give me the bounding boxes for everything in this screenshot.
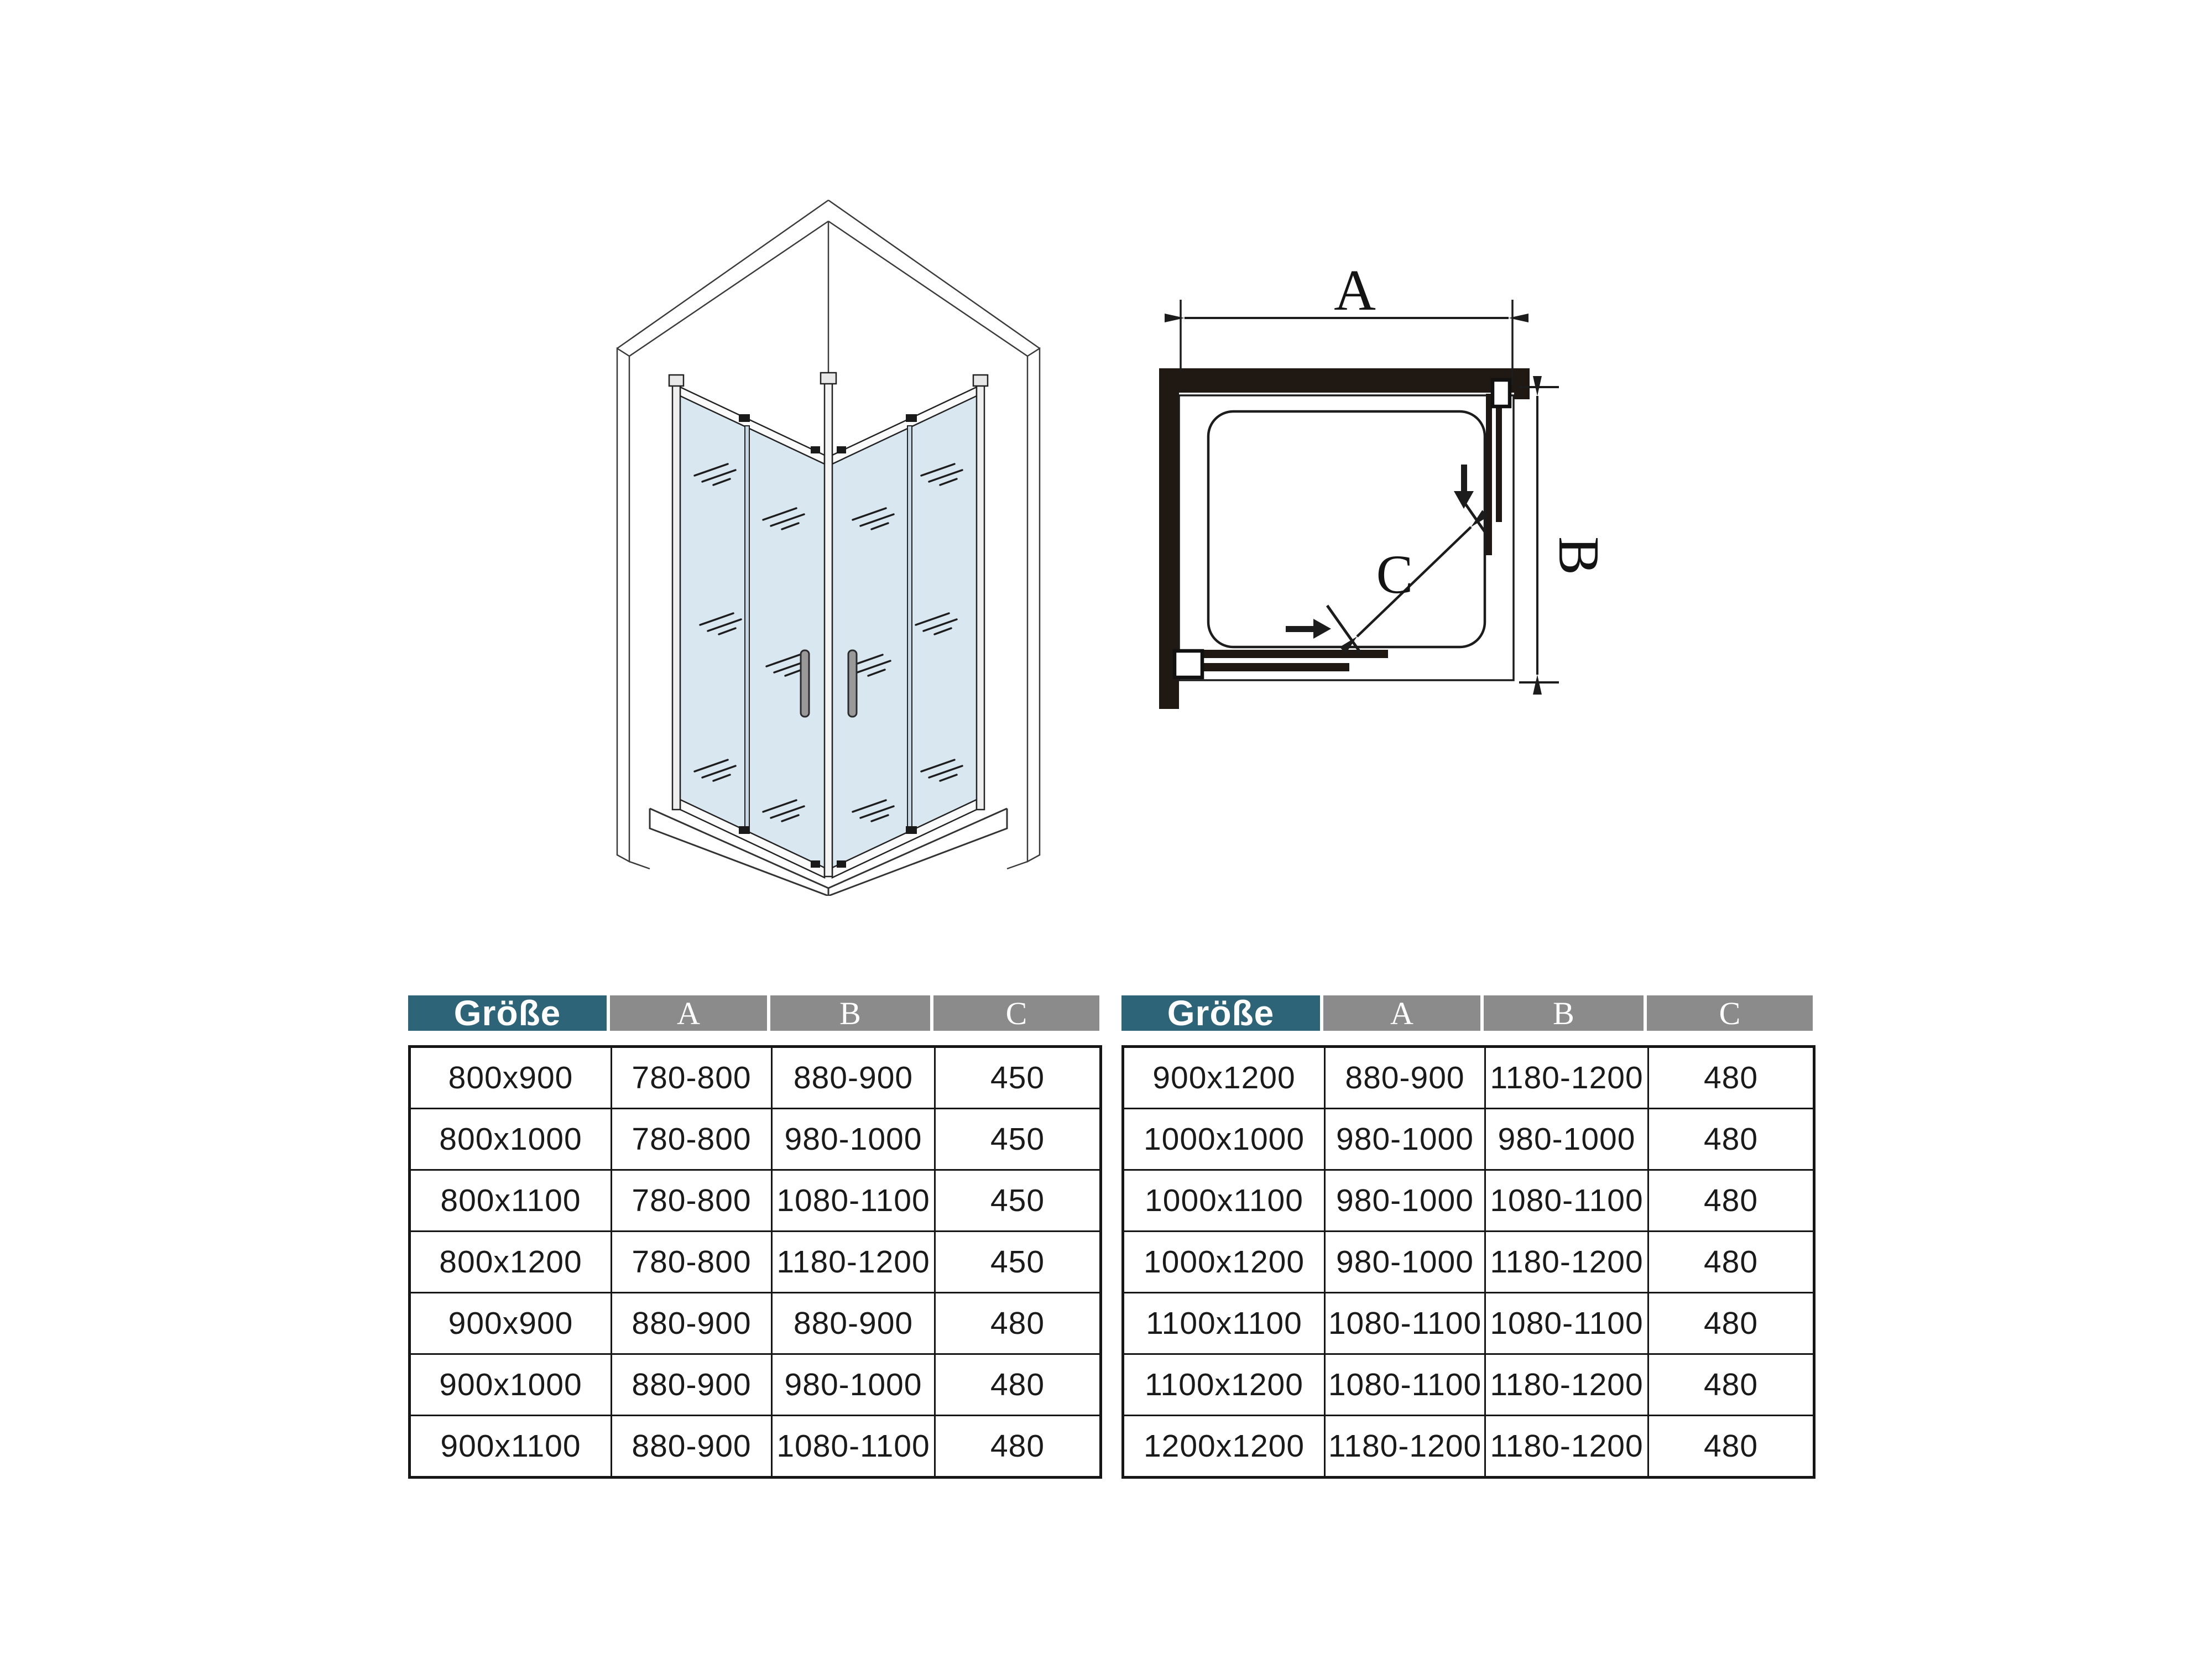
cell-b: 1180-1200 — [1485, 1047, 1648, 1109]
size-table-left-body — [408, 1045, 1102, 1479]
cell-b: 1180-1200 — [1485, 1232, 1648, 1293]
dimension-c-label: C — [1376, 544, 1413, 605]
arrow-down-icon — [1454, 465, 1474, 509]
cell-b: 980-1000 — [772, 1354, 935, 1416]
left-wall-edge — [617, 348, 629, 862]
cell-b: 980-1000 — [772, 1109, 935, 1170]
cell-size: 900x1200 — [1123, 1047, 1325, 1109]
cell-size: 800x1200 — [410, 1232, 612, 1293]
glass-panel-right — [832, 394, 977, 871]
glass-panel-left — [680, 394, 825, 871]
door-edge-tick-bottom — [1327, 606, 1360, 653]
cap-corner — [821, 373, 836, 384]
cell-c: 480 — [1648, 1293, 1814, 1354]
table-row — [410, 1293, 1101, 1354]
cell-a: 780-800 — [612, 1109, 772, 1170]
cell-a: 880-900 — [612, 1354, 772, 1416]
column-header-c: C — [1647, 995, 1813, 1031]
table-row — [1123, 1416, 1814, 1478]
right-wall-edge — [1027, 348, 1040, 862]
enclosure-outline — [1179, 395, 1514, 680]
plan-tray — [1208, 411, 1485, 647]
cell-size: 1100x1200 — [1123, 1354, 1325, 1416]
dimension-b-label: B — [1547, 536, 1611, 576]
column-header-c: C — [933, 995, 1099, 1031]
corner-post — [825, 383, 832, 877]
cell-c: 480 — [935, 1416, 1101, 1478]
cell-size: 1000x1100 — [1123, 1170, 1325, 1232]
cell-size: 1100x1100 — [1123, 1293, 1325, 1354]
table-row — [410, 1416, 1101, 1478]
cell-c: 480 — [1648, 1416, 1814, 1478]
cell-a: 780-800 — [612, 1047, 772, 1109]
cell-size: 900x900 — [410, 1293, 612, 1354]
cap-left — [669, 375, 684, 386]
door-panel-right-2 — [1496, 403, 1502, 522]
cell-c: 450 — [935, 1047, 1101, 1109]
shower-3d-diagram — [597, 166, 1084, 896]
outer-post-right — [977, 384, 984, 810]
column-header-groesse: Größe — [408, 995, 607, 1031]
cell-a: 1080-1100 — [1325, 1293, 1485, 1354]
mid-post-left — [745, 426, 749, 832]
table-row — [410, 1170, 1101, 1232]
size-table-left — [408, 995, 1099, 1479]
size-table-right-body — [1121, 1045, 1815, 1479]
cell-a: 880-900 — [612, 1293, 772, 1354]
cell-b: 880-900 — [772, 1047, 935, 1109]
table-row — [410, 1232, 1101, 1293]
cell-size: 900x1000 — [410, 1354, 612, 1416]
cell-b: 1080-1100 — [1485, 1293, 1648, 1354]
cell-b: 980-1000 — [1485, 1109, 1648, 1170]
column-header-a: A — [1323, 995, 1480, 1031]
cell-a: 780-800 — [612, 1232, 772, 1293]
cell-size: 1000x1000 — [1123, 1109, 1325, 1170]
size-table-right — [1121, 995, 1813, 1479]
table-row — [1123, 1109, 1814, 1170]
cell-size: 800x900 — [410, 1047, 612, 1109]
cell-a: 880-900 — [1325, 1047, 1485, 1109]
cell-c: 480 — [935, 1293, 1101, 1354]
cell-b: 1180-1200 — [1485, 1416, 1648, 1478]
cell-c: 450 — [935, 1109, 1101, 1170]
table-row — [410, 1109, 1101, 1170]
cell-c: 480 — [1648, 1047, 1814, 1109]
cell-size: 800x1100 — [410, 1170, 612, 1232]
table-row — [410, 1354, 1101, 1416]
wall-profile-top-right — [1493, 380, 1510, 406]
wall-profile-bottom-left — [1175, 651, 1202, 677]
table-row — [1123, 1293, 1814, 1354]
arrow-right-icon — [1286, 619, 1331, 639]
cell-c: 480 — [1648, 1232, 1814, 1293]
cell-c: 450 — [935, 1232, 1101, 1293]
size-table-left-header — [408, 995, 1099, 1031]
table-row — [410, 1047, 1101, 1109]
door-handle-left — [801, 650, 809, 717]
cell-size: 900x1100 — [410, 1416, 612, 1478]
top-view-diagram — [1134, 232, 1687, 830]
cell-a: 980-1000 — [1325, 1109, 1485, 1170]
cell-size: 800x1000 — [410, 1109, 612, 1170]
cell-a: 880-900 — [612, 1416, 772, 1478]
cell-size: 1200x1200 — [1123, 1416, 1325, 1478]
cell-b: 1180-1200 — [1485, 1354, 1648, 1416]
cell-b: 1080-1100 — [772, 1170, 935, 1232]
cell-size: 1000x1200 — [1123, 1232, 1325, 1293]
cell-a: 980-1000 — [1325, 1170, 1485, 1232]
mid-post-right — [907, 426, 912, 832]
table-row — [1123, 1170, 1814, 1232]
wall-profiles — [1175, 380, 1510, 677]
door-panel-bottom-2 — [1199, 663, 1349, 671]
cell-c: 480 — [935, 1354, 1101, 1416]
column-header-b: B — [770, 995, 930, 1031]
cell-b: 1080-1100 — [1485, 1170, 1648, 1232]
table-row — [1123, 1232, 1814, 1293]
cell-c: 480 — [1648, 1354, 1814, 1416]
cell-b: 1080-1100 — [772, 1416, 935, 1478]
outer-post-left — [672, 384, 680, 810]
cell-b: 1180-1200 — [772, 1232, 935, 1293]
cell-a: 780-800 — [612, 1170, 772, 1232]
dimension-a-label: A — [1334, 258, 1376, 322]
cell-b: 880-900 — [772, 1293, 935, 1354]
door-panel-right-1 — [1486, 394, 1492, 555]
column-header-a: A — [610, 995, 767, 1031]
door-handle-right — [848, 650, 857, 717]
cell-a: 980-1000 — [1325, 1232, 1485, 1293]
cell-c: 480 — [1648, 1109, 1814, 1170]
size-table-right-header — [1121, 995, 1813, 1031]
dimension-b — [1519, 387, 1559, 682]
wall-top-step — [1514, 393, 1530, 399]
cell-a: 1080-1100 — [1325, 1354, 1485, 1416]
cell-a: 1180-1200 — [1325, 1416, 1485, 1478]
wall-top — [1159, 368, 1530, 393]
cell-c: 450 — [935, 1170, 1101, 1232]
table-row — [1123, 1047, 1814, 1109]
column-header-groesse: Größe — [1121, 995, 1320, 1031]
cell-c: 480 — [1648, 1170, 1814, 1232]
cap-right — [973, 375, 988, 386]
column-header-b: B — [1484, 995, 1644, 1031]
table-row — [1123, 1354, 1814, 1416]
